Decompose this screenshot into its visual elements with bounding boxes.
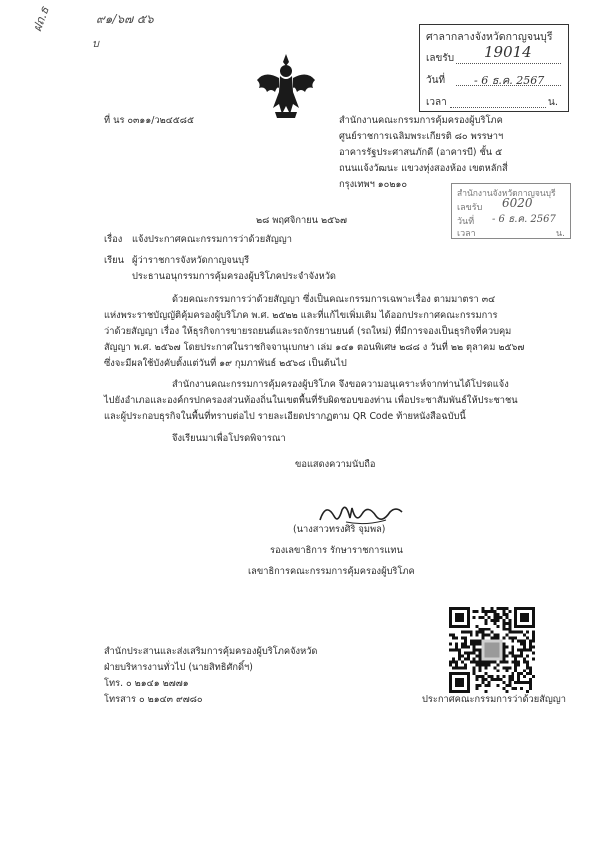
signer-title-2: เลขาธิการคณะกรรมการคุ้มครองผู้บริโภค — [248, 566, 415, 577]
footer-contact-line-1: สำนักประสานและส่งเสริมการคุ้มครองผู้บริโภคจังหวัด — [104, 646, 318, 657]
closing-salutation: ขอแสดงความนับถือ — [295, 459, 376, 470]
paragraph-1-line-2: แห่งพระราชบัญญัติคุ้มครองผู้บริโภค พ.ศ. ๒๕๒๒ และที่แก้ไขเพิ่มเติม ได้ออกประกาศคณะกรรมการ — [104, 310, 498, 321]
document-reference-number: ที่ นร ๐๓๑๑/ว๒๔๕๘๕ — [104, 115, 194, 126]
receive-stamp — [419, 24, 569, 112]
recipient-line-1: ผู้ว่าราชการจังหวัดกาญจนบุรี — [132, 255, 250, 266]
paragraph-2-line-3: และผู้ประกอบธุรกิจในพื้นที่ทราบต่อไป รายละเอียดปรากฏตาม QR Code ท้ายหนังสือฉบับนี้ — [104, 411, 466, 422]
department-stamp-date: - 6 ธ.ค. 2567 — [492, 214, 556, 225]
sender-address-line-4: ถนนแจ้งวัฒนะ แขวงทุ่งสองห้อง เขตหลักสี่ — [339, 163, 508, 174]
garuda-emblem-icon — [255, 52, 317, 120]
receive-stamp-title: ศาลากลางจังหวัดกาญจนบุรี — [426, 31, 553, 43]
handwritten-top-left-note: ฝถ.ธ — [29, 4, 52, 34]
receive-stamp-receipt-no: 19014 — [484, 43, 532, 61]
receive-stamp-receipt-label: เลขรับ — [426, 53, 455, 64]
footer-contact-line-4: โทรสาร ๐ ๒๑๔๓ ๙๗๘๐ — [104, 694, 203, 705]
department-stamp-receipt-label: เลขรับ — [457, 203, 483, 213]
paragraph-2-line-1: สำนักงานคณะกรรมการคุ้มครองผู้บริโภค จึงขอความอนุเคราะห์จากท่านได้โปรดแจ้ง — [172, 379, 509, 390]
recipient-label: เรียน — [104, 255, 124, 266]
footer-contact-line-2: ฝ่ายบริหารงานทั่วไป (นายสิทธิศักดิ์ฯ) — [104, 662, 253, 673]
qr-caption: ประกาศคณะกรรมการว่าด้วยสัญญา — [422, 694, 566, 705]
paragraph-1-line-3: ว่าด้วยสัญญา เรื่อง ให้ธุรกิจการขายรถยนต์และรถจักรยานยนต์ (รถใหม่) ที่มีการจองเป็นธุรกิจที่ควบคุม — [104, 326, 512, 337]
sender-address-line-3: อาคารรัฐประศาสนภักดี (อาคารบี) ชั้น ๕ — [339, 147, 503, 158]
subject-text: แจ้งประกาศคณะกรรมการว่าด้วยสัญญา — [132, 234, 292, 245]
department-stamp-time-suffix: น. — [556, 229, 566, 239]
qr-code-icon — [449, 607, 535, 693]
closing-request: จึงเรียนมาเพื่อโปรดพิจารณา — [172, 433, 286, 444]
paragraph-1-line-4: สัญญา พ.ศ. ๒๕๖๗ โดยประกาศในราชกิจจานุเบกษา เล่ม ๑๔๑ ตอนพิเศษ ๒๘๘ ง วันที่ ๒๒ ตุลาคม ๒๕๖๗ — [104, 342, 525, 353]
department-stamp-time-label: เวลา — [457, 229, 476, 239]
receive-stamp-time-suffix: น. — [548, 97, 559, 108]
paragraph-1-line-5: ซึ่งจะมีผลใช้บังคับตั้งแต่วันที่ ๑๙ กุมภาพันธ์ ๒๕๖๘ เป็นต้นไป — [104, 358, 347, 369]
receive-stamp-date-label: วันที่ — [426, 75, 446, 86]
signer-title-1: รองเลขาธิการ รักษาราชการแทน — [270, 545, 403, 556]
receive-stamp-date: - 6 ธ.ค. 2567 — [474, 74, 545, 87]
letter-date: ๒๘ พฤศจิกายน ๒๕๖๗ — [256, 215, 348, 226]
department-stamp-title: สำนักงานจังหวัดกาญจนบุรี — [457, 189, 556, 199]
department-stamp-receipt-no: 6020 — [502, 196, 533, 210]
receive-stamp-time-label: เวลา — [426, 97, 447, 108]
handwritten-top-numbers: ๙๑/๖๗ ๕๖ — [96, 12, 154, 26]
sender-address-line-5: กรุงเทพฯ ๑๐๒๑๐ — [339, 179, 408, 190]
recipient-line-2: ประธานอนุกรรมการคุ้มครองผู้บริโภคประจำจังหวัด — [132, 271, 336, 282]
paragraph-2-line-2: ไปยังอำเภอและองค์กรปกครองส่วนท้องถิ่นในเขตพื้นที่รับผิดชอบของท่าน เพื่อประชาสัมพันธ์ให้ประชาชน — [104, 395, 518, 406]
sender-address-line-2: ศูนย์ราชการเฉลิมพระเกียรติ ๘๐ พรรษาฯ — [339, 131, 504, 142]
signer-name: (นางสาวทรงศิริ จุมพล) — [293, 524, 386, 535]
sender-address-line-1: สำนักงานคณะกรรมการคุ้มครองผู้บริโภค — [339, 115, 503, 126]
department-receive-stamp — [451, 183, 571, 239]
department-stamp-date-label: วันที่ — [457, 217, 475, 227]
paragraph-1-line-1: ด้วยคณะกรรมการว่าด้วยสัญญา ซึ่งเป็นคณะกรรมการเฉพาะเรื่อง ตามมาตรา ๓๔ — [172, 294, 496, 305]
handwritten-side-mark: บ — [92, 37, 99, 50]
footer-contact-line-3: โทร. ๐ ๒๑๔๑ ๒๗๗๑ — [104, 678, 189, 689]
subject-label: เรื่อง — [104, 234, 123, 245]
